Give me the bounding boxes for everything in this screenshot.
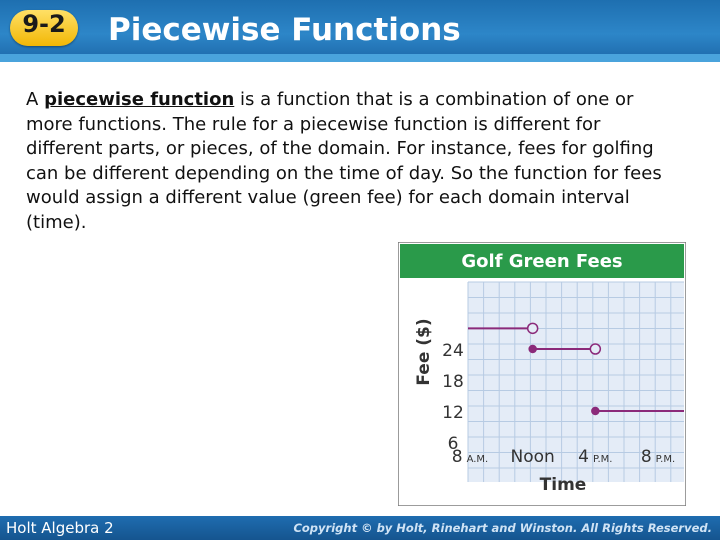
header-accent-band [0,54,720,62]
lesson-number-badge: 9-2 [10,10,78,46]
definition-text: is a function that is a combination of one or more functions. The rule for a piecewise function is different for different parts, or pieces, of the domain. For instance, fees for golfing can be different depending on the time of day. So the function for fees would assign a different value (green fee) for each domain interval (time). [26,89,662,233]
y-tick-label: 6 [447,434,459,454]
header-bar [0,0,720,62]
footer-course-name: Holt Algebra 2 [6,519,114,537]
y-tick-label: 12 [442,403,464,423]
x-tick-label: 8 P.M. [640,447,676,467]
chart-title: Golf Green Fees [461,251,623,272]
closed-endpoint [592,408,599,415]
y-axis-label: Fee ($) [414,318,434,386]
closed-endpoint [529,346,536,353]
definition-paragraph [26,88,666,235]
intro-article: A [26,89,39,110]
x-tick-label: 4 P.M. [578,447,613,467]
y-tick-label: 18 [442,372,464,392]
open-endpoint [528,323,538,333]
open-endpoint [590,344,600,354]
footer-copyright: Copyright © by Holt, Rinehart and Winston. All Rights Reserved. [293,521,712,535]
x-tick-label: Noon [510,447,555,467]
defined-term: piecewise function [44,89,235,110]
y-tick-label: 24 [442,341,464,361]
x-tick-label: 8 A.M. [451,447,489,467]
page-title: Piecewise Functions [108,12,461,48]
x-axis-label: Time [539,475,587,495]
footer-bar [0,516,720,540]
golf-fee-chart [398,242,686,506]
